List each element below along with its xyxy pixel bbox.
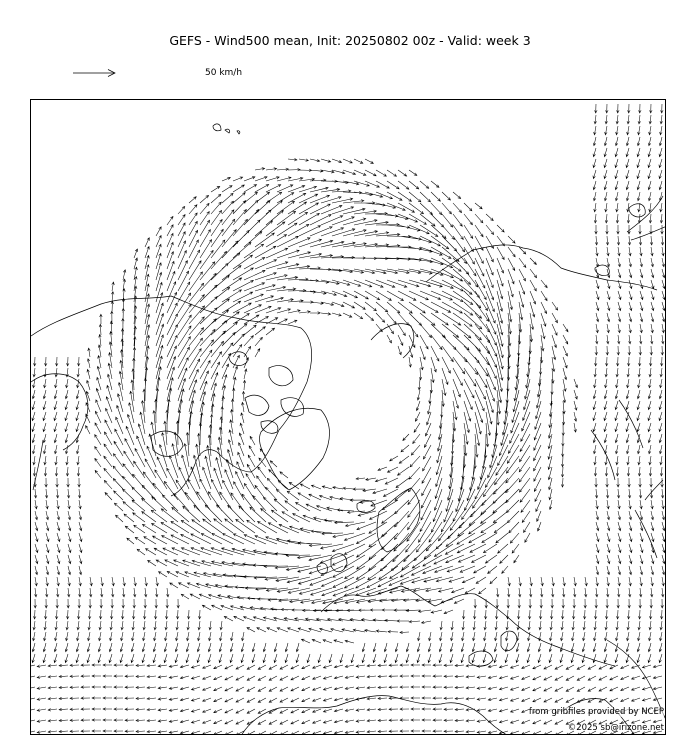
coastline-arctic-islands — [229, 352, 304, 434]
coastline-alaska — [31, 374, 88, 490]
reference-wind-arrow-icon — [72, 66, 118, 80]
coastline-japan — [635, 480, 663, 558]
coastline-siberia — [426, 245, 657, 290]
coastline-taimyr — [371, 324, 414, 358]
coastlines — [31, 124, 666, 735]
wind-map-canvas — [31, 100, 666, 735]
coastline-kamchatka — [627, 196, 666, 240]
wind-map — [30, 99, 666, 735]
wind-vector-field — [31, 104, 665, 735]
copyright-credit: ©2025 sb@irizone.net — [567, 723, 664, 733]
coastline-east-asia — [591, 400, 643, 480]
coastline-black-sea — [469, 631, 517, 666]
coastline-europe — [321, 586, 615, 666]
reference-arrow-label: 50 km/h — [205, 68, 243, 78]
data-source-credit: from gribfiles provided by NCEP — [528, 707, 664, 717]
wind-arrows — [31, 104, 665, 735]
map-title: GEFS - Wind500 mean, Init: 20250802 00z - Valid: week 3 — [169, 33, 531, 48]
coastline-iceland — [357, 501, 375, 513]
